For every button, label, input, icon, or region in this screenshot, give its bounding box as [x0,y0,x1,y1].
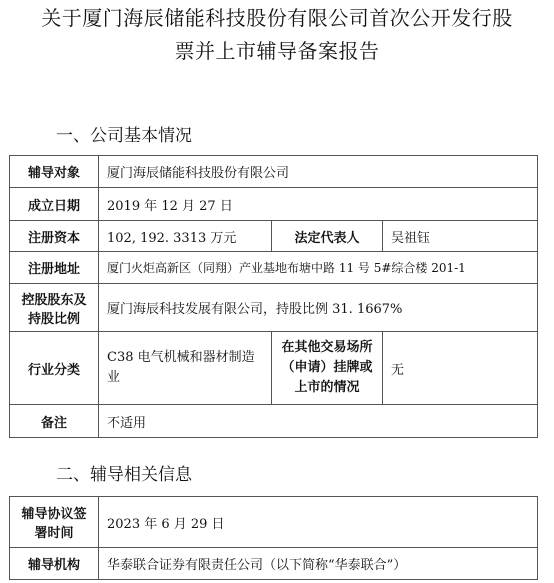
table-row [10,284,538,332]
company-info-table [9,155,538,438]
table-row [10,156,538,188]
table-row [10,497,538,548]
established-label: 成立日期 [10,188,99,221]
document-title [0,2,554,68]
established-value: 2019 年 12 月 27 日 [99,188,538,221]
address-label: 注册地址 [10,252,99,284]
section-heading-basic-info: 一、公司基本情况 [56,126,192,146]
title-line-1: 关于厦门海辰储能科技股份有限公司首次公开发行股 [41,6,513,30]
institution-label: 辅导机构 [10,548,99,580]
title-line-2: 票并上市辅导备案报告 [174,39,380,63]
target-value: 厦门海辰储能科技股份有限公司 [99,156,538,188]
shareholder-label [10,284,99,332]
industry-value: C38 电气机械和器材制造业 [99,332,272,405]
capital-value: 102, 192. 3313 万元 [99,221,272,252]
table-row [10,548,538,580]
table-row [10,332,538,405]
agreement-label-line-2: 署时间 [34,526,74,541]
industry-label: 行业分类 [10,332,99,405]
capital-label: 注册资本 [10,221,99,252]
legal-rep-value: 吴祖钰 [383,221,538,252]
table-row [10,252,538,284]
institution-value: 华泰联合证券有限责任公司（以下简称“华泰联合”） [99,548,538,580]
other-listing-value: 无 [383,332,538,405]
shareholder-value: 厦门海辰科技发展有限公司，持股比例 31. 1667% [99,284,538,332]
agreement-label [10,497,99,548]
legal-rep-label: 法定代表人 [272,221,383,252]
target-label: 辅导对象 [10,156,99,188]
other-listing-label: 在其他交易场所（申请）挂牌或上市的情况 [272,332,383,405]
table-row [10,221,538,252]
table-row [10,188,538,221]
remarks-value: 不适用 [99,405,538,438]
shareholder-label-line-1: 控股股东及 [21,292,87,308]
table-row [10,405,538,438]
remarks-label: 备注 [10,405,99,438]
shareholder-label-line-2: 持股比例 [27,311,80,327]
address-value: 厦门火炬高新区（同翔）产业基地布塘中路 11 号 5#综合楼 201-1 [99,252,538,284]
section-heading-guidance-info: 二、辅导相关信息 [56,465,192,485]
agreement-value: 2023 年 6 月 29 日 [99,497,538,548]
agreement-label-line-1: 辅导协议签 [21,507,87,522]
guidance-info-table [9,496,538,580]
